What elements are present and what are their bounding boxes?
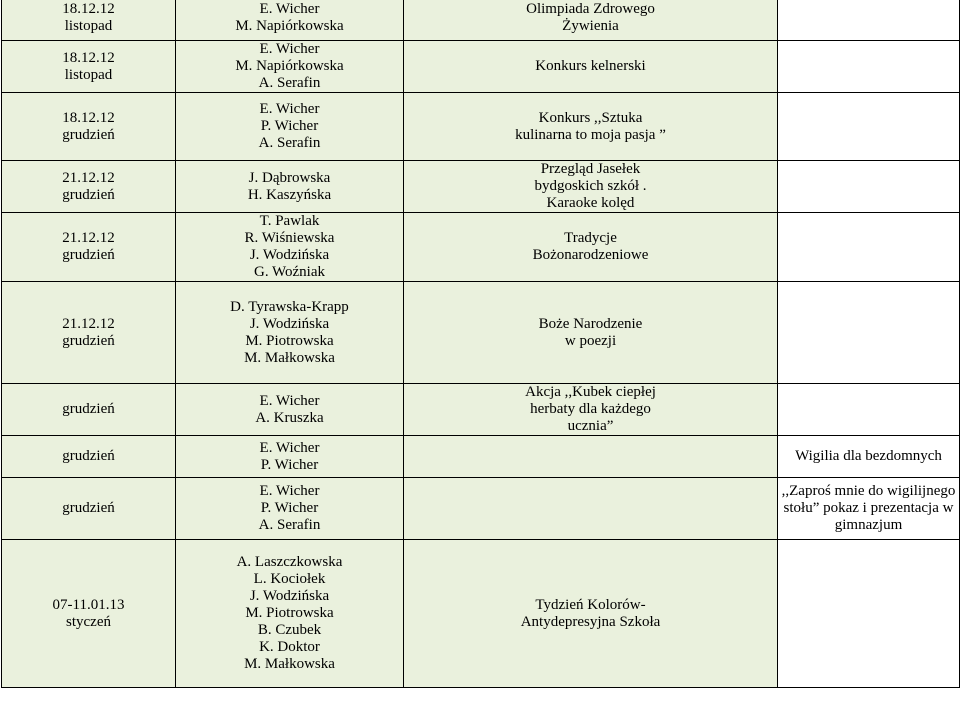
date-line: 21.12.12 xyxy=(62,169,115,186)
people-line: L. Kociołek xyxy=(253,571,326,587)
people-line: A. Serafin xyxy=(258,517,321,533)
date-cell xyxy=(2,41,176,93)
people-line: A. Kruszka xyxy=(255,409,324,426)
people-cell xyxy=(176,478,404,540)
people-cell xyxy=(176,161,404,213)
date-line: 18.12.12 xyxy=(62,0,115,17)
event-line: Akcja ,,Kubek ciepłej xyxy=(525,384,656,400)
event-line: kulinarna to moja pasja ” xyxy=(515,126,666,143)
people-line: E. Wicher xyxy=(259,0,320,17)
date-line: grudzień xyxy=(62,186,115,203)
date-line: listopad xyxy=(64,17,113,34)
date-line: 21.12.12 xyxy=(62,315,115,332)
extra-cell xyxy=(778,384,960,436)
event-line: Konkurs kelnerski xyxy=(535,58,646,74)
schedule-body xyxy=(2,0,960,688)
extra-cell xyxy=(778,213,960,282)
event-line: bydgoskich szkół . xyxy=(534,178,647,194)
date-line: grudzień xyxy=(62,401,115,417)
people-line: P. Wicher xyxy=(260,118,319,134)
event-line: Bożonarodzeniowe xyxy=(532,247,649,263)
people-cell xyxy=(176,436,404,478)
people-line: M. Małkowska xyxy=(244,656,335,672)
event-line: Antydepresyjna Szkoła xyxy=(520,613,661,630)
date-cell xyxy=(2,282,176,384)
table-row xyxy=(2,161,960,213)
people-cell xyxy=(176,93,404,161)
table-row xyxy=(2,478,960,540)
people-line: G. Woźniak xyxy=(253,264,325,280)
people-line: M. Małkowska xyxy=(244,349,335,366)
date-cell xyxy=(2,161,176,213)
people-line: H. Kaszyńska xyxy=(247,186,332,203)
people-line: E. Wicher xyxy=(259,41,320,57)
extra-cell xyxy=(778,41,960,93)
people-line: M. Piotrowska xyxy=(245,332,334,349)
people-line: P. Wicher xyxy=(260,500,319,516)
event-cell xyxy=(404,436,778,478)
people-line: E. Wicher xyxy=(259,483,320,499)
extra-cell xyxy=(778,478,960,540)
event-line: ucznia” xyxy=(567,418,614,434)
date-line: grudzień xyxy=(62,247,115,263)
people-line: D. Tyrawska-Krapp xyxy=(230,298,349,315)
extra-cell xyxy=(778,540,960,688)
date-line: grudzień xyxy=(62,332,115,349)
date-cell xyxy=(2,93,176,161)
event-cell xyxy=(404,41,778,93)
event-cell xyxy=(404,161,778,213)
people-line: R. Wiśniewska xyxy=(244,230,335,246)
people-line: K. Doktor xyxy=(259,639,320,655)
people-line: E. Wicher xyxy=(259,392,320,409)
date-line: 18.12.12 xyxy=(62,109,115,126)
event-cell xyxy=(404,282,778,384)
extra-cell xyxy=(778,93,960,161)
people-cell xyxy=(176,0,404,41)
people-line: J. Dąbrowska xyxy=(248,169,331,186)
date-line: styczeń xyxy=(66,613,111,630)
people-line: A. Serafin xyxy=(258,135,321,151)
event-line: Tradycje xyxy=(564,230,617,246)
date-cell xyxy=(2,436,176,478)
extra-line: stołu” pokaz i prezentacja w xyxy=(783,500,954,516)
schedule-table xyxy=(1,0,960,688)
people-line: J. Wodzińska xyxy=(249,588,330,604)
table-row xyxy=(2,0,960,41)
date-line: grudzień xyxy=(62,500,115,516)
people-cell xyxy=(176,41,404,93)
people-line: J. Wodzińska xyxy=(249,247,330,263)
table-row xyxy=(2,41,960,93)
extra-line: Wigilia dla bezdomnych xyxy=(795,448,942,464)
event-line: Olimpiada Zdrowego xyxy=(526,0,655,17)
people-line: M. Napiórkowska xyxy=(235,17,344,34)
people-line: B. Czubek xyxy=(257,622,322,638)
people-cell xyxy=(176,282,404,384)
people-cell xyxy=(176,213,404,282)
date-line: grudzień xyxy=(62,126,115,143)
table-row xyxy=(2,282,960,384)
people-line: T. Pawlak xyxy=(259,213,320,229)
extra-line: gimnazjum xyxy=(834,517,903,533)
extra-line: ,,Zaproś mnie do wigilijnego xyxy=(781,483,956,499)
date-line: 07-11.01.13 xyxy=(52,596,125,613)
extra-cell xyxy=(778,161,960,213)
people-line: A. Serafin xyxy=(258,75,321,91)
date-cell xyxy=(2,540,176,688)
date-cell xyxy=(2,213,176,282)
people-line: J. Wodzińska xyxy=(249,315,330,332)
date-line: grudzień xyxy=(62,448,115,464)
event-line: herbaty dla każdego xyxy=(530,401,651,417)
people-cell xyxy=(176,384,404,436)
date-line: 18.12.12 xyxy=(62,49,115,66)
table-row xyxy=(2,540,960,688)
event-cell xyxy=(404,93,778,161)
table-row xyxy=(2,436,960,478)
event-cell xyxy=(404,384,778,436)
date-line: 21.12.12 xyxy=(62,230,115,246)
date-line: listopad xyxy=(64,66,113,83)
extra-cell xyxy=(778,0,960,41)
event-line: Konkurs ,,Sztuka xyxy=(538,109,643,126)
date-cell xyxy=(2,478,176,540)
event-line: Boże Narodzenie xyxy=(538,315,643,332)
extra-cell xyxy=(778,282,960,384)
table-row xyxy=(2,93,960,161)
people-line: A. Laszczkowska xyxy=(236,554,343,570)
event-cell xyxy=(404,213,778,282)
event-line: Karaoke kolęd xyxy=(546,195,635,211)
date-cell xyxy=(2,384,176,436)
event-line: w poezji xyxy=(564,332,617,349)
people-line: E. Wicher xyxy=(259,101,320,117)
event-cell xyxy=(404,0,778,41)
people-line: M. Napiórkowska xyxy=(235,58,344,74)
people-line: P. Wicher xyxy=(260,456,319,473)
event-cell xyxy=(404,540,778,688)
event-line: Żywienia xyxy=(562,17,619,34)
extra-cell xyxy=(778,436,960,478)
table-row xyxy=(2,384,960,436)
event-line: Przegląd Jasełek xyxy=(540,161,641,177)
date-cell xyxy=(2,0,176,41)
people-line: M. Piotrowska xyxy=(245,605,334,621)
people-cell xyxy=(176,540,404,688)
people-line: E. Wicher xyxy=(259,439,320,456)
event-cell xyxy=(404,478,778,540)
table-row xyxy=(2,213,960,282)
event-line: Tydzień Kolorów- xyxy=(535,596,646,613)
